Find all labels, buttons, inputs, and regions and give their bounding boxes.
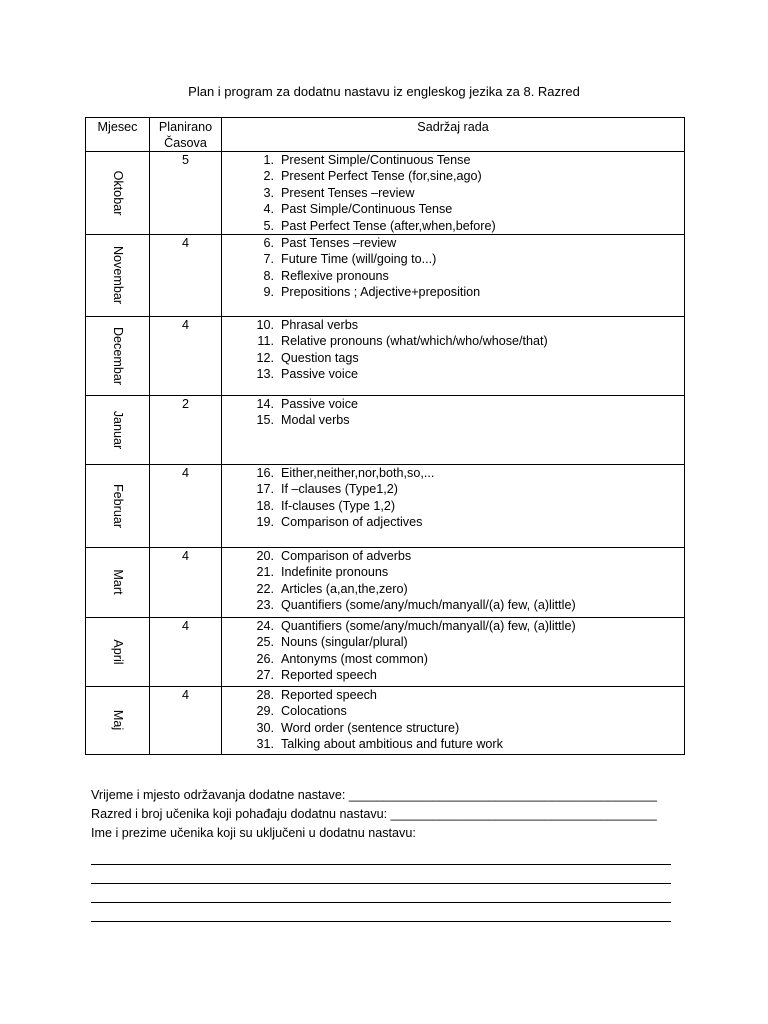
item-number: 27. (256, 668, 274, 683)
item-number: 1. (263, 153, 274, 167)
content-cell (222, 234, 685, 316)
month-label: Mart (110, 569, 125, 596)
item-text: Phrasal verbs (281, 317, 358, 332)
item-text: Present Perfect Tense (for,sine,ago) (281, 169, 482, 184)
month-label: Februar (110, 483, 125, 529)
item-text: Quantifiers (some/any/much/manyall/(a) few, (a)little) (281, 618, 576, 633)
list-item (222, 396, 684, 412)
list-item (222, 514, 684, 530)
item-number: 24. (256, 618, 274, 633)
planned-hours: 5 (150, 152, 222, 235)
content-cell (222, 316, 685, 395)
list-item (222, 333, 684, 349)
item-number: 29. (256, 704, 274, 719)
list-item (222, 412, 684, 428)
footer-line-time-place: Vrijeme i mjesto održavanja dodatne nastave: ____________________________________________ (91, 788, 658, 802)
topic-list (222, 687, 684, 753)
item-number: 15. (256, 413, 274, 428)
item-text: Modal verbs (281, 413, 350, 428)
footer-line-student-names: Ime i prezime učenika koji su uključeni u dodatnu nastavu: (91, 826, 416, 840)
item-text: Indefinite pronouns (281, 565, 389, 580)
header-planned (150, 118, 222, 152)
table-row (86, 617, 685, 686)
list-item (222, 201, 684, 217)
item-number: 6. (263, 235, 274, 250)
month-cell (86, 234, 150, 316)
item-text: Future Time (will/going to...) (281, 252, 437, 267)
content-cell (222, 464, 685, 547)
item-text: Talking about ambitious and future work (281, 737, 503, 752)
list-item (222, 185, 684, 201)
topic-list (222, 235, 684, 301)
item-number: 14. (256, 396, 274, 411)
list-item (222, 268, 684, 284)
item-text: Articles (a,an,the,zero) (281, 581, 408, 596)
list-item (222, 465, 684, 481)
planned-hours: 4 (150, 686, 222, 754)
list-item (222, 317, 684, 333)
item-number: 16. (256, 465, 274, 480)
month-cell (86, 316, 150, 395)
month-cell (86, 547, 150, 617)
content-cell (222, 395, 685, 464)
item-text: Present Simple/Continuous Tense (281, 153, 471, 167)
content-cell (222, 152, 685, 235)
content-cell (222, 617, 685, 686)
item-number: 28. (256, 687, 274, 702)
list-item (222, 651, 684, 667)
table-row (86, 316, 685, 395)
planned-hours: 4 (150, 316, 222, 395)
item-number: 8. (263, 268, 274, 283)
month-label: Maj (110, 710, 125, 731)
list-item (222, 736, 684, 752)
item-text: Passive voice (281, 396, 358, 411)
month-label: Januar (110, 410, 125, 450)
list-item (222, 667, 684, 683)
month-label: Novembar (110, 246, 125, 305)
content-cell (222, 686, 685, 754)
item-number: 2. (263, 169, 274, 184)
item-number: 18. (256, 498, 274, 513)
item-text: Past Perfect Tense (after,when,before) (281, 218, 496, 233)
topic-list (222, 317, 684, 383)
list-item (222, 251, 684, 267)
item-number: 13. (256, 367, 274, 382)
list-item (222, 703, 684, 719)
item-text: If-clauses (Type 1,2) (281, 498, 396, 513)
item-number: 7. (263, 252, 274, 267)
item-text: Question tags (281, 350, 359, 365)
list-item (222, 581, 684, 597)
item-number: 3. (263, 185, 274, 200)
item-number: 31. (256, 737, 274, 752)
header-month: Mjesec (86, 118, 150, 152)
item-text: Quantifiers (some/any/much/manyall/(a) few, (a)little) (281, 598, 576, 613)
item-text: Reported speech (281, 668, 377, 683)
header-planned-line2: Časova (164, 136, 207, 150)
item-text: Comparison of adjectives (281, 515, 423, 530)
document-title: Plan i program za dodatnu nastavu iz engleskog jezika za 8. Razred (188, 84, 580, 99)
item-number: 22. (256, 581, 274, 596)
month-label: April (110, 639, 125, 665)
topic-list (222, 618, 684, 684)
item-text: Comparison of adverbs (281, 548, 412, 563)
blank-line (91, 903, 671, 922)
item-number: 5. (263, 218, 274, 233)
table-row (86, 686, 685, 754)
list-item (222, 152, 684, 168)
month-cell (86, 395, 150, 464)
planned-hours: 4 (150, 234, 222, 316)
item-number: 4. (263, 202, 274, 217)
list-item (222, 218, 684, 234)
list-item (222, 350, 684, 366)
list-item (222, 687, 684, 703)
item-text: Present Tenses –review (281, 185, 415, 200)
item-number: 11. (257, 334, 274, 349)
blank-line (91, 865, 671, 884)
list-item (222, 168, 684, 184)
planned-hours: 4 (150, 464, 222, 547)
item-text: Word order (sentence structure) (281, 720, 460, 735)
table-row (86, 152, 685, 235)
item-text: Either,neither,nor,both,so,... (281, 465, 435, 480)
header-planned-line1: Planirano (158, 120, 213, 134)
content-cell (222, 547, 685, 617)
item-number: 20. (256, 548, 274, 563)
table-header-row (86, 118, 685, 152)
item-number: 17. (256, 482, 274, 497)
list-item (222, 634, 684, 650)
planned-hours: 4 (150, 617, 222, 686)
list-item (222, 720, 684, 736)
table-row (86, 547, 685, 617)
blank-line (91, 884, 671, 903)
item-text: Passive voice (281, 367, 358, 382)
item-number: 19. (256, 515, 274, 530)
header-content: Sadržaj rada (222, 118, 685, 152)
item-text: Past Simple/Continuous Tense (281, 202, 453, 217)
plan-body (86, 152, 685, 755)
item-text: If –clauses (Type1,2) (281, 482, 398, 497)
footer-fields (91, 786, 657, 843)
topic-list (222, 548, 684, 614)
list-item (222, 548, 684, 564)
item-text: Prepositions ; Adjective+preposition (281, 285, 481, 300)
month-cell (86, 617, 150, 686)
list-item (222, 235, 684, 251)
item-number: 9. (263, 285, 274, 300)
item-number: 26. (256, 651, 274, 666)
item-text: Relative pronouns (what/which/who/whose/that) (281, 334, 548, 349)
item-text: Nouns (singular/plural) (281, 635, 408, 650)
list-item (222, 498, 684, 514)
plan-table (85, 117, 685, 755)
item-number: 23. (256, 598, 274, 613)
list-item (222, 618, 684, 634)
list-item (222, 597, 684, 613)
item-number: 12. (256, 350, 274, 365)
month-cell (86, 464, 150, 547)
blank-line (91, 846, 671, 865)
table-row (86, 464, 685, 547)
item-text: Past Tenses –review (281, 235, 397, 250)
month-label: Decembar (110, 326, 125, 385)
topic-list (222, 465, 684, 531)
month-label: Oktobar (110, 170, 125, 216)
item-number: 25. (256, 635, 274, 650)
topic-list (222, 152, 684, 234)
item-text: Reflexive pronouns (281, 268, 389, 283)
topic-list (222, 396, 684, 429)
item-text: Colocations (281, 704, 347, 719)
planned-hours: 4 (150, 547, 222, 617)
item-number: 10. (256, 317, 274, 332)
list-item (222, 366, 684, 382)
blank-lines (91, 846, 671, 922)
item-text: Reported speech (281, 687, 377, 702)
month-cell (86, 686, 150, 754)
list-item (222, 481, 684, 497)
table-row (86, 395, 685, 464)
item-number: 21. (256, 565, 274, 580)
list-item (222, 564, 684, 580)
planned-hours: 2 (150, 395, 222, 464)
table-row (86, 234, 685, 316)
item-text: Antonyms (most common) (281, 651, 428, 666)
item-number: 30. (256, 720, 274, 735)
month-cell (86, 152, 150, 235)
list-item (222, 284, 684, 300)
footer-line-class-count: Razred i broj učenika koji pohađaju dodatnu nastavu: ______________________________________ (91, 807, 657, 821)
